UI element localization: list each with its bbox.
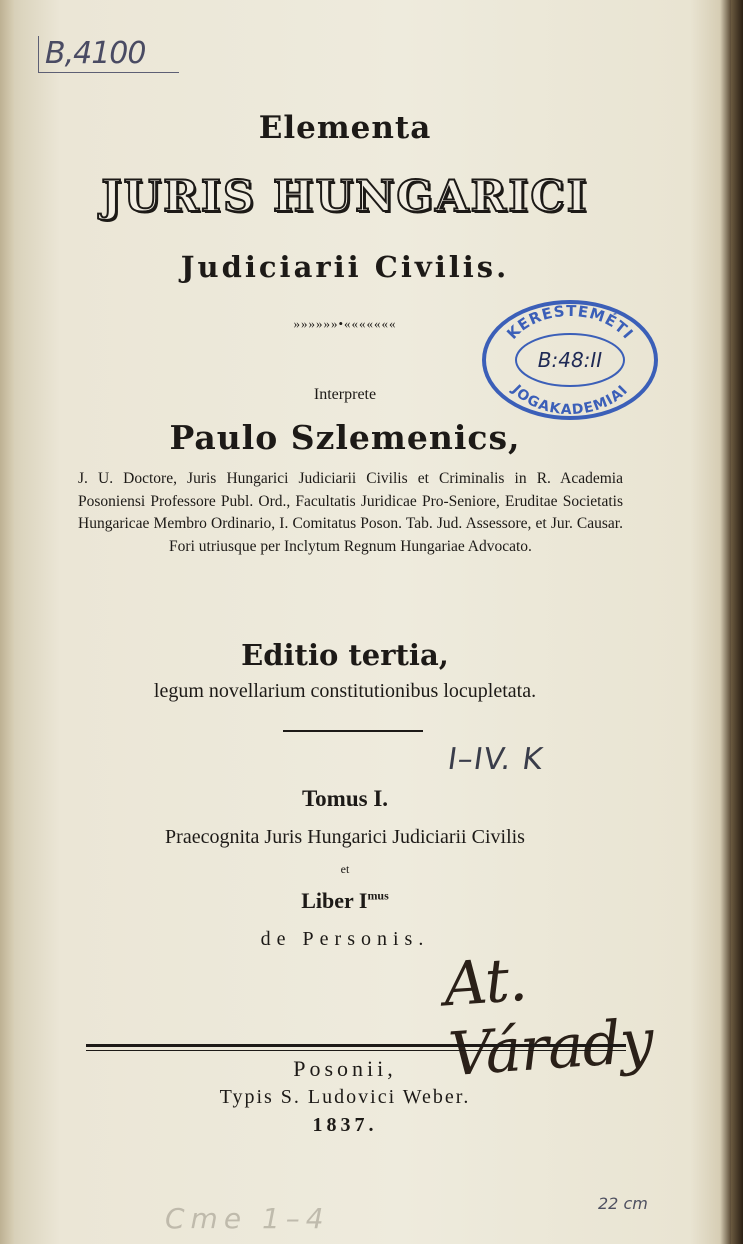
ornament-divider: »»»»»»•««««««« [293, 316, 397, 331]
stamp-center-text: B:48:II [537, 348, 603, 372]
stamp-top-text: KERESTEMÉTI [503, 301, 638, 343]
imprint-year: 1837. [312, 1114, 378, 1136]
edition-subtitle: legum novellarium constitutionibus locupletata. [153, 680, 537, 702]
handwritten-volume-note: I–IV. K [445, 742, 546, 777]
liber-label: Liber I [301, 888, 368, 913]
author-credentials: J. U. Doctore, Juris Hungarici Judiciarii Civilis et Criminalis in R. Academia Posoniensi Professore Publ. Ord., Facultatis Juridicae Pro-Seniore, Eruditae Societatis Hungaricae Membro Ordinario, I. Comitatus Poson. Tab. Jud. Assessore, et Jur. Causar. Fori utriusque per Inclytum Regnum Hungariae Advocato. [78, 470, 623, 555]
liber-heading [0, 888, 690, 914]
volume-contents: Praecognita Juris Hungarici Judiciarii Civilis [165, 826, 525, 848]
liber-superscript: mus [367, 888, 389, 903]
imprint-place: Posonii, [293, 1056, 397, 1081]
stamp-bottom-text: JOGAKADEMIAI [508, 382, 632, 419]
edition-title: Editio tertia, [241, 638, 449, 672]
short-rule [283, 730, 423, 732]
double-rule [86, 1044, 626, 1051]
price-note: 22 cm [598, 1194, 648, 1213]
title-line-juris-hungarici: JURIS HUNGARICI [101, 172, 589, 222]
faded-handwritten-note: Cme 1–4 [165, 1202, 330, 1235]
shelfmark-handwritten: B,4100 [38, 36, 179, 73]
volume-number: Tomus I. [301, 786, 389, 811]
conjunction-et: et [340, 862, 350, 876]
svg-text:KERESTEMÉTI [503, 302, 637, 343]
liber-subject: de Personis. [260, 928, 430, 950]
imprint-printer: Typis S. Ludovici Weber. [219, 1086, 471, 1108]
author-name: Paulo Szlemenics, [169, 418, 521, 457]
title-line-elementa: Elementa [258, 110, 432, 146]
interprete-label: Interprete [313, 386, 377, 403]
title-line-judiciarii: Judiciarii Civilis. [180, 250, 510, 284]
owner-signature: At. Várady [441, 944, 656, 1091]
